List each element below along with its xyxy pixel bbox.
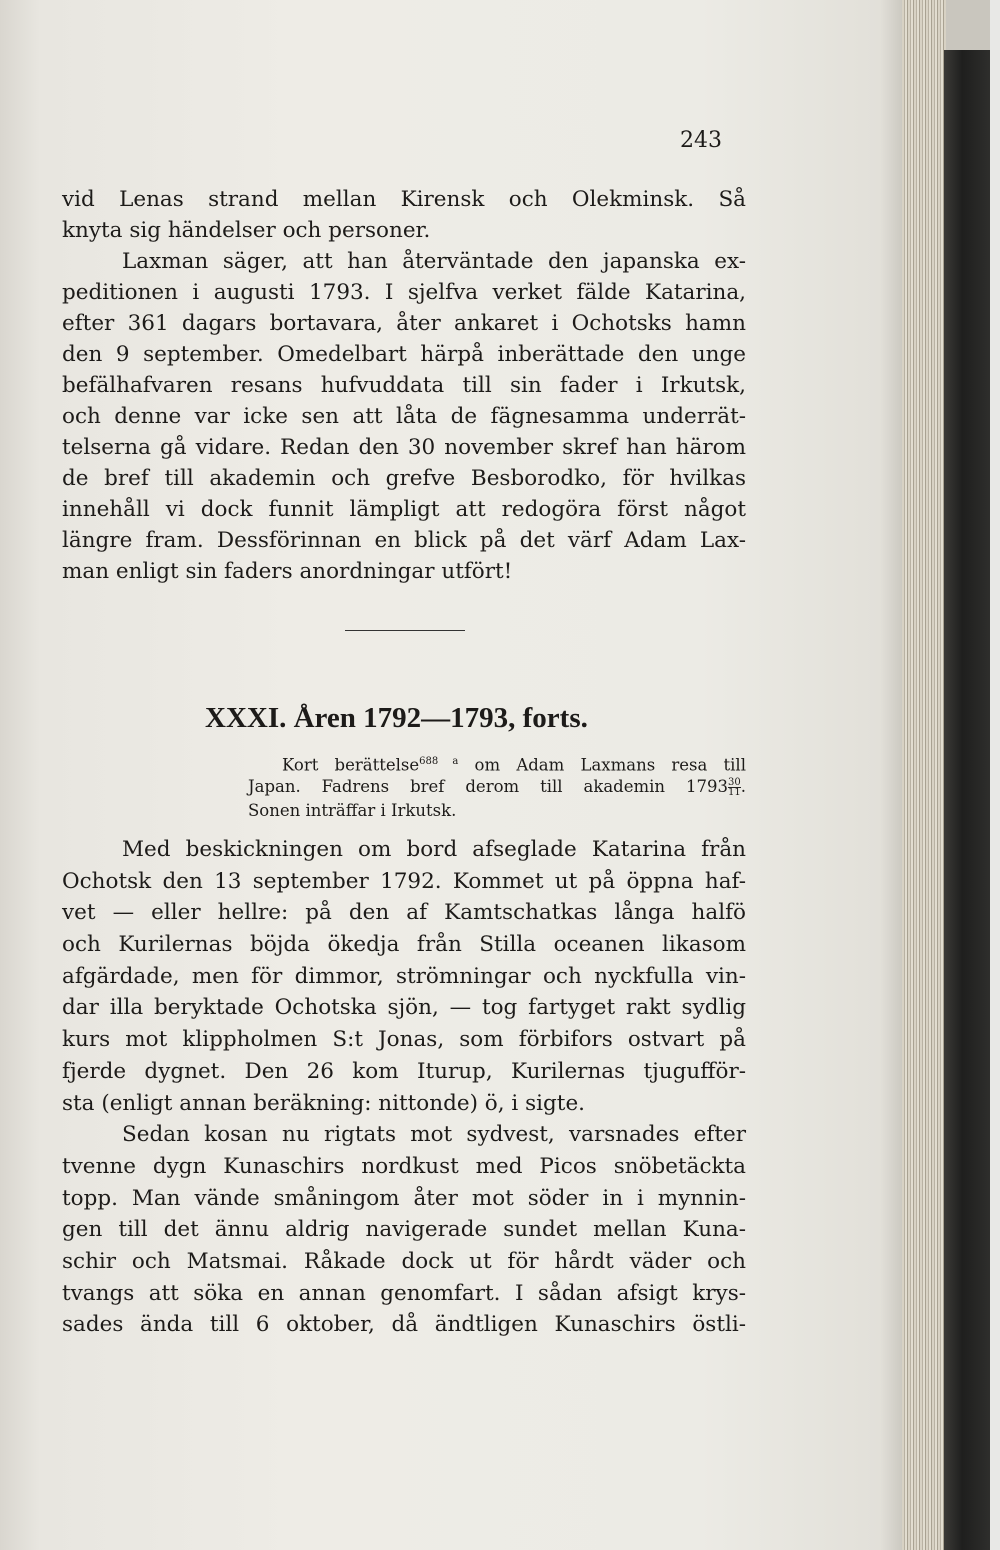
- text-line: tvangs att söka en annan genomfart. I sådan afsigt krys-: [62, 1280, 746, 1306]
- summary-text: Japan. Fadrens bref derom till akademin 1793: [248, 776, 729, 796]
- date-fraction: [728, 778, 741, 797]
- text-line: den 9 september. Omedelbart härpå inberättade den unge: [62, 342, 746, 367]
- fraction-denominator: 11: [728, 786, 741, 798]
- summary-text: om Adam Laxmans resa till: [458, 755, 746, 775]
- text-line: Laxman säger, att han återväntade den japanska ex-: [122, 249, 746, 274]
- summary-line: [248, 750, 746, 775]
- text-line: efter 361 dagars bortavara, åter ankaret i Ochotsks hamn: [62, 311, 746, 336]
- background: [990, 0, 1000, 1550]
- text-line: tvenne dygn Kunaschirs nordkust med Picos snöbetäckta: [62, 1153, 746, 1179]
- text-line: fjerde dygnet. Den 26 kom Iturup, Kurilernas tjugufför-: [62, 1058, 746, 1084]
- book-cover: [944, 50, 990, 1550]
- section-divider: [345, 630, 465, 631]
- text-line: längre fram. Dessförinnan en blick på det värf Adam Lax-: [62, 528, 746, 553]
- text-line: och denne var icke sen att låta de fägnesamma underrät-: [62, 404, 746, 429]
- text-line: vet — eller hellre: på den af Kamtschatkas långa halfö: [62, 900, 746, 926]
- text-line: befälhafvaren resans hufvuddata till sin fader i Irkutsk,: [62, 373, 746, 398]
- text-line: vid Lenas strand mellan Kirensk och Olekminsk. Så: [62, 187, 746, 212]
- chapter-summary: [248, 750, 746, 824]
- fraction-numerator: 30: [728, 776, 741, 788]
- text-line: afgärdade, men för dimmor, strömningar och nyckfulla vin-: [62, 963, 746, 989]
- summary-text: .: [740, 776, 746, 796]
- text-line: sades ända till 6 oktober, då ändtligen Kunaschirs östli-: [62, 1312, 746, 1338]
- text-line: knyta sig händelser och personer.: [62, 218, 431, 243]
- text-line: kurs mot klippholmen S:t Jonas, som förbifors ostvart på: [62, 1027, 746, 1053]
- text-line: sta (enligt annan beräkning: nittonde) ö, i sigte.: [62, 1090, 586, 1116]
- chapter-heading: XXXI. Åren 1792—1793, forts.: [205, 702, 588, 734]
- text-line: topp. Man vände småningom åter mot söder in i mynnin-: [62, 1185, 746, 1211]
- summary-text: Kort berättelse: [282, 755, 420, 775]
- text-line: Ochotsk den 13 september 1792. Kommet ut på öppna haf-: [62, 868, 746, 894]
- text-line: dar illa beryktade Ochotska sjön, — tog fartyget rakt sydlig: [62, 995, 746, 1021]
- text-block-bottom: [62, 834, 746, 1341]
- page-edges: [902, 0, 946, 1550]
- page-number: 243: [680, 128, 722, 153]
- footnote-ref: 688 a: [419, 756, 459, 767]
- text-block-top: [62, 184, 746, 587]
- summary-line: [248, 775, 746, 800]
- text-line: de bref till akademin och grefve Besborodko, för hvilkas: [62, 466, 746, 491]
- text-line: man enligt sin faders anordningar utfört!: [62, 559, 513, 584]
- text-line: telserna gå vidare. Redan den 30 november skref han härom: [62, 435, 746, 460]
- text-line: schir och Matsmai. Råkade dock ut för hårdt väder och: [62, 1248, 746, 1274]
- summary-line: Sonen inträffar i Irkutsk.: [248, 801, 457, 820]
- text-line: innehåll vi dock funnit lämpligt att redogöra först något: [62, 497, 746, 522]
- text-line: peditionen i augusti 1793. I sjelfva verket fälde Katarina,: [62, 280, 746, 305]
- text-line: och Kurilernas böjda ökedja från Stilla oceanen likasom: [62, 932, 746, 958]
- text-line: Med beskickningen om bord afseglade Katarina från: [122, 837, 746, 862]
- text-line: gen till det ännu aldrig navigerade sundet mellan Kuna-: [62, 1217, 746, 1243]
- text-line: Sedan kosan nu rigtats mot sydvest, varsnades efter: [122, 1122, 746, 1148]
